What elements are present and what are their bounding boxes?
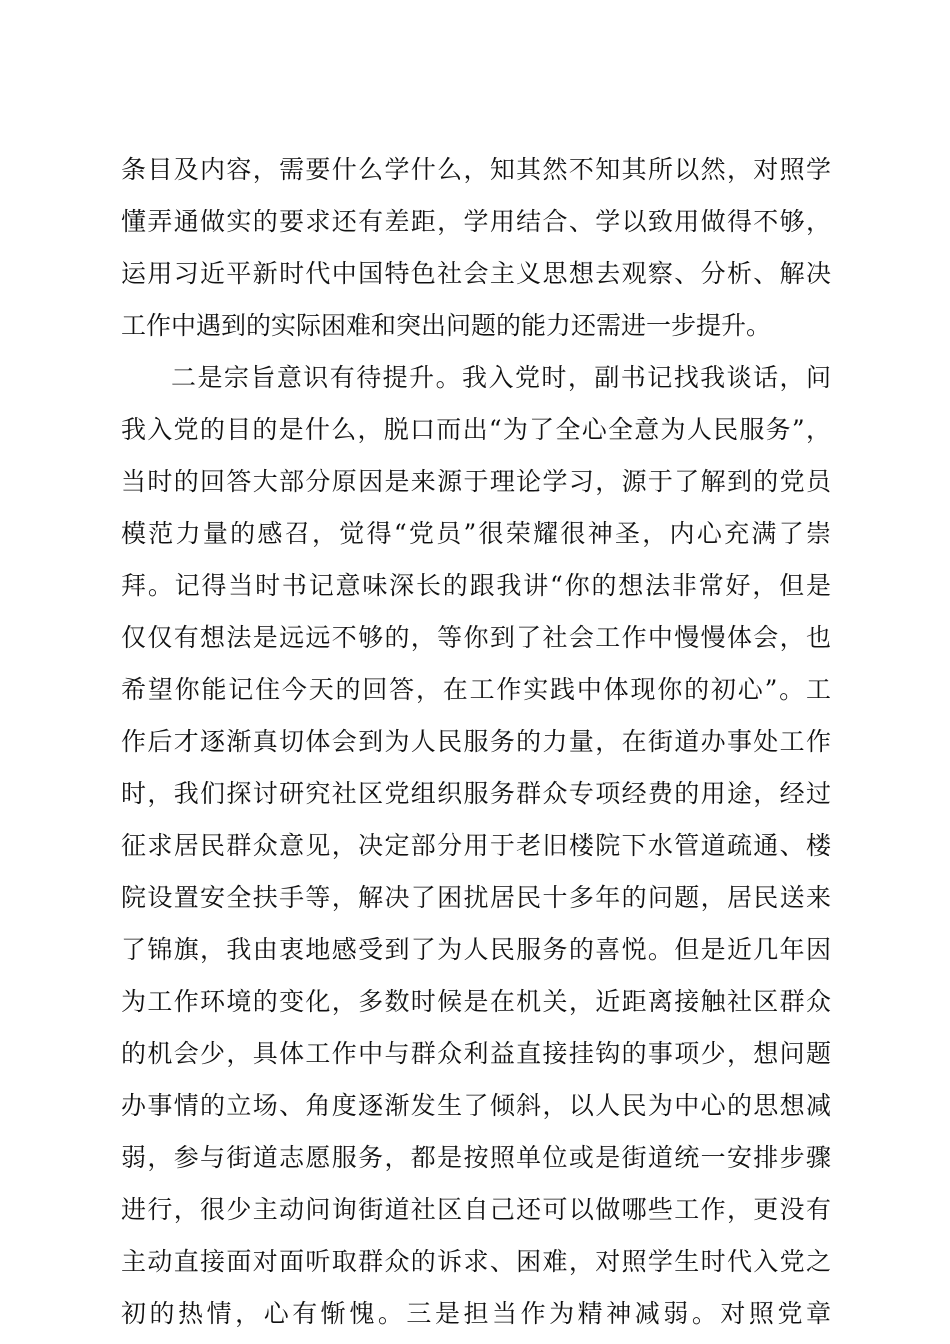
text-line: 了锦旗，我由衷地感受到了为人民服务的喜悦。但是近几年因 xyxy=(121,935,831,964)
text-line: 条目及内容，需要什么学什么，知其然不知其所以然，对照学 xyxy=(121,155,831,184)
paragraph-start-line: 二是宗旨意识有待提升。我入党时，副书记找我谈话，问 xyxy=(171,363,831,392)
text-line: 初的热情，心有惭愧。三是担当作为精神减弱。对照党章 xyxy=(121,1299,831,1328)
text-line: 希望你能记住今天的回答，在工作实践中体现你的初心”。工 xyxy=(121,675,831,704)
text-line: 弱，参与街道志愿服务，都是按照单位或是街道统一安排步骤 xyxy=(121,1143,831,1172)
text-line: 的机会少，具体工作中与群众利益直接挂钩的事项少，想问题 xyxy=(121,1039,831,1068)
text-line: 懂弄通做实的要求还有差距，学用结合、学以致用做得不够， xyxy=(121,207,831,236)
text-line: 时，我们探讨研究社区党组织服务群众专项经费的用途，经过 xyxy=(121,779,831,808)
text-line: 仅仅有想法是远远不够的，等你到了社会工作中慢慢体会，也 xyxy=(121,623,831,652)
text-line: 为工作环境的变化，多数时候是在机关，近距离接触社区群众 xyxy=(121,987,831,1016)
text-line: 进行，很少主动问询街道社区自己还可以做哪些工作，更没有 xyxy=(121,1195,831,1224)
text-line: 拜。记得当时书记意味深长的跟我讲“你的想法非常好，但是 xyxy=(121,571,831,600)
text-line: 当时的回答大部分原因是来源于理论学习，源于了解到的党员 xyxy=(121,467,831,496)
text-line: 征求居民群众意见，决定部分用于老旧楼院下水管道疏通、楼 xyxy=(121,831,831,860)
text-line: 运用习近平新时代中国特色社会主义思想去观察、分析、解决 xyxy=(121,259,831,288)
text-line: 我入党的目的是什么，脱口而出“为了全心全意为人民服务”， xyxy=(121,415,831,444)
text-line: 主动直接面对面听取群众的诉求、困难，对照学生时代入党之 xyxy=(121,1247,831,1276)
text-line: 作后才逐渐真切体会到为人民服务的力量，在街道办事处工作 xyxy=(121,727,831,756)
body-text xyxy=(121,144,831,1340)
text-line: 办事情的立场、角度逐渐发生了倾斜，以人民为中心的思想减 xyxy=(121,1091,831,1120)
text-line: 模范力量的感召，觉得“党员”很荣耀很神圣，内心充满了崇 xyxy=(121,519,831,548)
text-line: 院设置安全扶手等，解决了困扰居民十多年的问题，居民送来 xyxy=(121,883,831,912)
text-line: 工作中遇到的实际困难和突出问题的能力还需进一步提升。 xyxy=(121,311,772,340)
